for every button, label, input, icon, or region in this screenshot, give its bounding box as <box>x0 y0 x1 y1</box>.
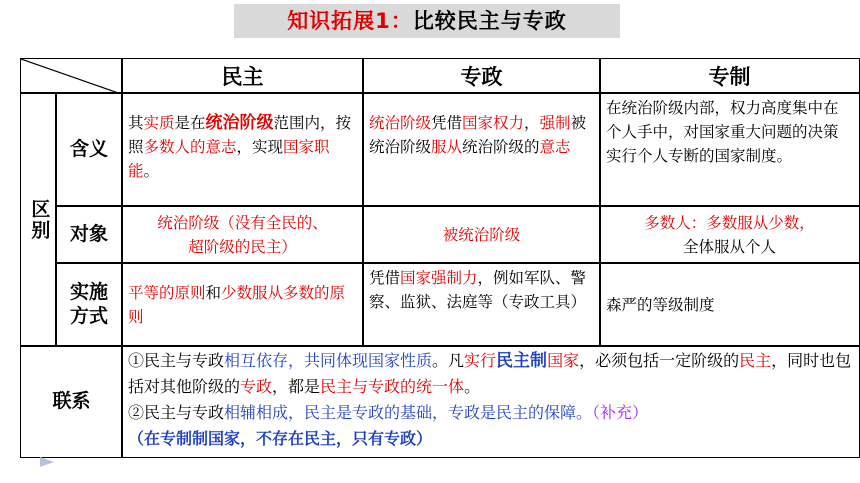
method-democracy-cell: 平等的原则和少数服从多数的原则 <box>121 262 364 347</box>
meaning-autocracy-cell: 在统治阶级内部，权力高度集中在个人手中，对国家重大问题的决策实行个人专断的国家制度。 <box>599 92 860 207</box>
page-title: 知识拓展1：比较民主与专政 <box>287 9 567 33</box>
row-label-method: 实施 方式 <box>55 262 123 347</box>
object-dictatorship-cell: 被统治阶级 <box>362 205 601 264</box>
method-dictatorship-cell: 凭借国家强制力，例如军队、警察、监狱、法庭等（专政工具） <box>362 262 601 347</box>
group-label-difference: 区别 <box>20 92 57 347</box>
object-autocracy-cell: 多数人：多数服从少数， 全体服从个人 <box>599 205 860 264</box>
header-dictatorship: 专政 <box>362 58 601 94</box>
meaning-dictatorship-cell: 统治阶级凭借国家权力，强制被统治阶级服从统治阶级的意志 <box>362 92 601 207</box>
title-banner <box>234 4 620 38</box>
diagonal-line <box>21 59 123 94</box>
meaning-democracy-cell: 其实质是在统治阶级范围内，按照多数人的意志，实现国家职能。 <box>121 92 364 207</box>
comparison-table <box>20 58 860 458</box>
row-label-relation: 联系 <box>20 345 123 458</box>
relation-cell <box>121 345 860 458</box>
header-democracy: 民主 <box>121 58 364 94</box>
object-democracy-cell: 统治阶级（没有全民的、 超阶级的民主） <box>121 205 364 264</box>
corner-cell <box>20 58 123 94</box>
row-label-object: 对象 <box>55 205 123 264</box>
relation-point-2: ②民主与专政相辅相成，民主是专政的基础，专政是民主的保障。（补充） <box>128 403 649 422</box>
relation-note: （在专制制国家，不存在民主，只有专政） <box>128 429 433 448</box>
header-autocracy: 专制 <box>599 58 860 94</box>
row-label-meaning: 含义 <box>55 92 123 207</box>
slide-corner-triangle <box>40 457 54 467</box>
method-autocracy-cell: 森严的等级制度 <box>599 262 860 347</box>
relation-point-1: ①民主与专政相互依存，共同体现国家性质。凡实行民主制国家，必须包括一定阶级的民主，同时也包括对其他阶级的专政，都是民主与专政的统一体。 <box>128 351 852 396</box>
